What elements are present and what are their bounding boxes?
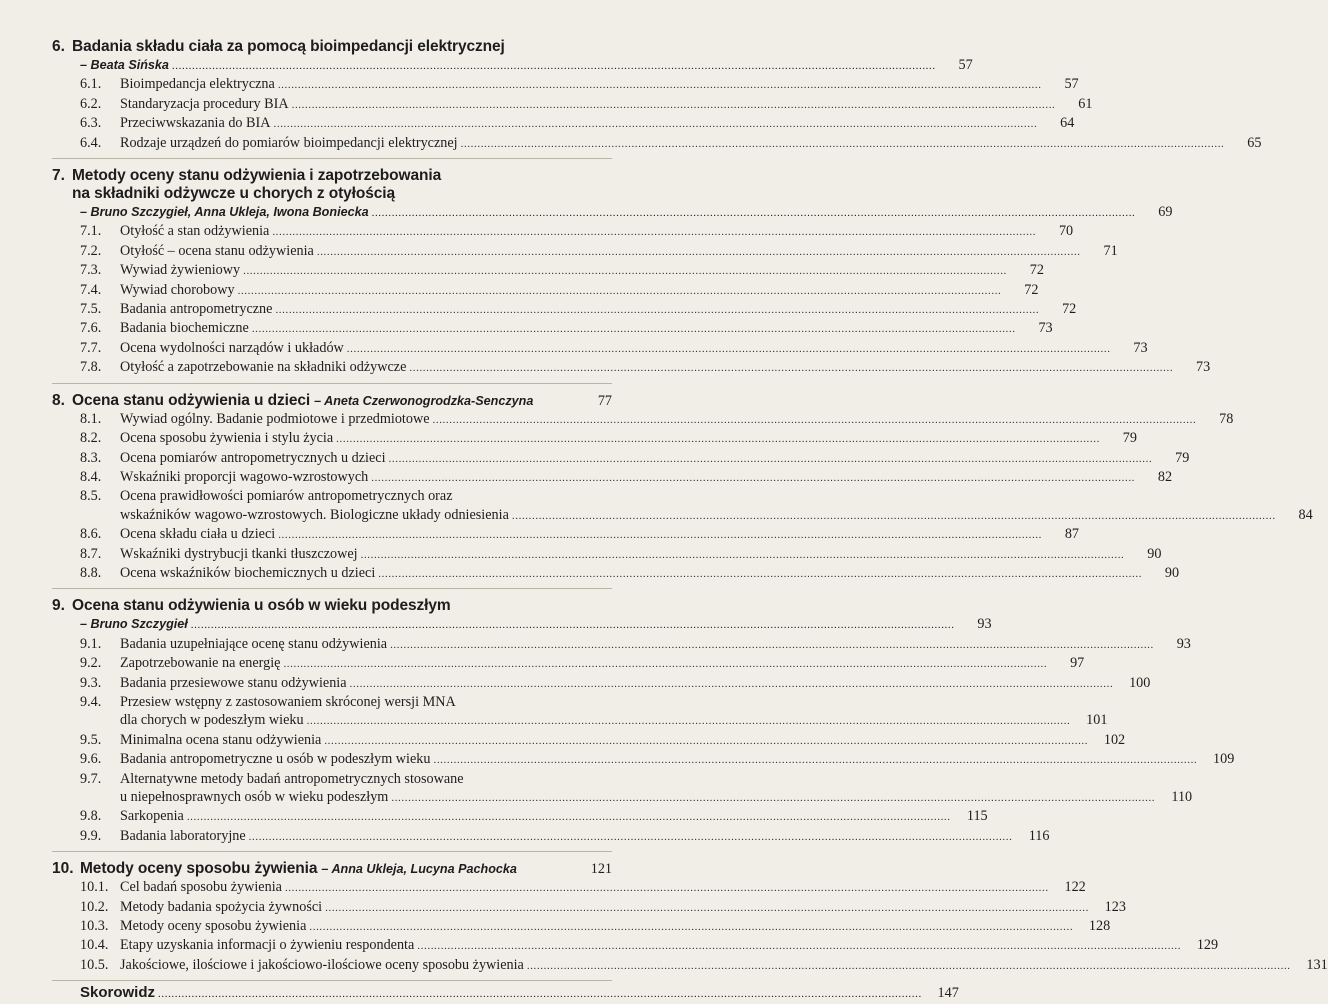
item-number: 9.3. — [80, 674, 102, 691]
chapter-author: Bruno Szczygieł — [90, 617, 188, 632]
item-title-continued: u niepełnosprawnych osób w wieku podeszłym — [120, 789, 389, 805]
toc-item[interactable] — [52, 750, 1235, 769]
dot-leader — [275, 301, 1039, 319]
item-title: Zapotrzebowanie na energię — [120, 655, 281, 672]
item-title: Minimalna ocena stanu odżywienia — [120, 731, 322, 748]
item-number: 10.2. — [80, 898, 109, 915]
dot-leader — [187, 808, 951, 826]
toc-item[interactable] — [52, 936, 1219, 955]
chapter-author-line — [52, 203, 1173, 222]
item-number: 9.2. — [80, 655, 102, 672]
toc-item[interactable] — [52, 487, 612, 505]
toc-item-continuation[interactable] — [52, 788, 1193, 807]
item-title-continued: dla chorych w podeszłym wieku — [120, 712, 304, 729]
page-number: 57 — [958, 57, 973, 73]
dot-leader — [390, 636, 1154, 654]
dot-leader — [409, 359, 1173, 377]
item-number: 8.4. — [80, 468, 102, 485]
chapter-author: Beata Sińska — [90, 58, 169, 72]
toc-item[interactable] — [52, 410, 1234, 429]
item-title: Przeciwwskazania do BIA — [120, 115, 271, 132]
page-number: 82 — [1157, 468, 1173, 485]
dot-leader — [252, 320, 1016, 338]
chapter-title: Metody oceny sposobu żywienia — [80, 860, 318, 878]
toc-item[interactable] — [52, 95, 1093, 114]
item-title: Ocena wydolności narządów i układów — [120, 339, 344, 356]
author-dash: – — [80, 205, 88, 220]
section-divider — [52, 851, 612, 852]
author-dash: – — [80, 617, 88, 632]
chapter-entry — [52, 860, 1328, 981]
chapter-number: 9. — [52, 597, 65, 615]
page-number: 110 — [1171, 789, 1193, 805]
page-number: 90 — [1147, 545, 1162, 562]
page-number: 109 — [1213, 751, 1235, 768]
item-number: 6.3. — [80, 115, 102, 132]
toc-item-continuation[interactable] — [52, 711, 1108, 730]
chapter-entry — [52, 167, 1211, 384]
item-title: Wskaźniki dystrybucji tkanki tłuszczowej — [120, 545, 358, 562]
item-title: Rodzaje urządzeń do pomiarów bioimpedancji elektrycznej — [120, 134, 458, 151]
chapter-title: Ocena stanu odżywienia u dzieci — [72, 391, 311, 409]
page-number: 97 — [1070, 655, 1085, 672]
section-divider — [52, 383, 612, 384]
page-number: 73 — [1038, 320, 1053, 337]
item-number: 7.3. — [80, 262, 102, 279]
dot-leader — [283, 655, 1047, 673]
item-title: Otyłość – ocena stanu odżywienia — [120, 242, 314, 259]
dot-leader — [336, 430, 1100, 448]
item-title: Standaryzacja procedury BIA — [120, 95, 289, 112]
item-number: 9.9. — [80, 827, 102, 844]
chapter-entry — [52, 597, 1235, 852]
dot-leader — [191, 616, 955, 634]
item-number: 9.1. — [80, 635, 102, 652]
item-title: Metody badania spożycia żywności — [120, 898, 323, 915]
dot-leader — [272, 223, 1036, 241]
item-number: 7.4. — [80, 281, 102, 298]
page-number: 121 — [590, 861, 612, 878]
page-number: 87 — [1064, 526, 1080, 543]
page-number: 90 — [1164, 564, 1180, 581]
item-number: 10.5. — [80, 956, 109, 973]
dot-leader — [417, 937, 1181, 955]
toc-item[interactable] — [52, 429, 1137, 448]
toc-item[interactable] — [52, 898, 1126, 917]
item-title: Cel badań sposobu żywienia — [120, 879, 282, 896]
item-number: 9.4. — [80, 693, 102, 710]
item-number: 9.8. — [80, 808, 102, 825]
item-title-continued: wskaźników wagowo-wzrostowych. Biologiczne układy odniesienia — [120, 506, 509, 523]
item-number: 8.1. — [80, 410, 102, 427]
chapter-title: Badania składu ciała za pomocą bioimpedancji elektrycznej — [72, 38, 505, 55]
page-number: 69 — [1158, 204, 1173, 221]
chapter-title: na składniki odżywcze u chorych z otyłością — [72, 185, 396, 203]
toc-item[interactable] — [52, 635, 1191, 654]
page-number: 102 — [1103, 731, 1126, 748]
item-title: Badania antropometryczne — [120, 301, 273, 318]
dot-leader — [249, 828, 1013, 846]
toc-item[interactable] — [52, 319, 1053, 338]
dot-leader — [285, 879, 1049, 897]
item-number: 7.5. — [80, 301, 102, 318]
chapter-title-row — [52, 392, 612, 410]
dot-leader — [347, 340, 1111, 358]
dot-leader — [433, 751, 1197, 769]
item-title: Metody oceny sposobu żywienia — [120, 918, 307, 935]
dot-leader — [158, 984, 922, 1004]
toc-item-continuation[interactable] — [52, 506, 1313, 525]
page-number: 77 — [597, 392, 612, 409]
section-divider — [52, 158, 612, 159]
dot-leader — [391, 789, 1155, 807]
page-number: 131 — [1306, 956, 1328, 973]
item-number: 8.6. — [80, 526, 102, 543]
section-divider — [52, 980, 612, 981]
toc-item[interactable] — [52, 731, 1126, 750]
item-title: Wywiad żywieniowy — [120, 262, 241, 279]
chapter-number: 7. — [52, 167, 65, 185]
toc-item[interactable] — [52, 674, 1151, 693]
dot-leader — [350, 675, 1114, 693]
page-number: 116 — [1028, 827, 1050, 844]
chapter-title-row — [52, 167, 612, 185]
chapter-title: Ocena stanu odżywienia u osób w wieku podeszłym — [72, 597, 451, 615]
dot-leader — [317, 243, 1081, 261]
item-number: 7.6. — [80, 320, 102, 337]
item-number: 9.5. — [80, 731, 102, 748]
item-number: 8.5. — [80, 488, 102, 505]
dot-leader — [238, 282, 1002, 300]
toc-item[interactable] — [52, 75, 1079, 94]
page-number: 100 — [1129, 674, 1151, 691]
item-number: 8.7. — [80, 545, 102, 562]
toc-item[interactable] — [52, 261, 1044, 280]
page-number: 128 — [1088, 918, 1111, 935]
page-number: 64 — [1060, 115, 1075, 132]
item-title: Ocena sposobu żywienia i stylu życia — [120, 430, 334, 447]
item-number: 10.3. — [80, 918, 109, 935]
dot-leader — [461, 135, 1225, 153]
item-number: 10.4. — [80, 937, 109, 954]
dot-leader — [278, 76, 1042, 94]
item-number: 7.2. — [80, 242, 102, 259]
chapter-author: – Anna Ukleja, Lucyna Pachocka — [321, 862, 517, 877]
item-title: Wywiad chorobowy — [120, 281, 235, 298]
page-number: 71 — [1103, 242, 1118, 259]
toc-item[interactable] — [52, 693, 612, 711]
chapter-title-row — [52, 860, 612, 878]
page-number: 65 — [1247, 134, 1262, 151]
index-label: Skorowidz — [80, 984, 156, 1002]
item-title: Sarkopenia — [120, 808, 184, 825]
item-title: Badania przesiewowe stanu odżywienia — [120, 674, 347, 691]
item-title: Wskaźniki proporcji wagowo-wzrostowych — [120, 468, 369, 485]
section-divider — [52, 588, 612, 589]
chapter-title-row — [52, 185, 612, 203]
toc-item[interactable] — [52, 956, 1328, 975]
item-title: Otyłość a zapotrzebowanie na składniki odżywcze — [120, 359, 407, 376]
dot-leader — [372, 204, 1136, 222]
item-title: Otyłość a stan odżywienia — [120, 223, 270, 240]
toc-item[interactable] — [52, 770, 612, 788]
dot-leader — [378, 565, 1142, 583]
index-entry[interactable] — [52, 983, 959, 1004]
chapter-number: 8. — [52, 391, 65, 409]
author-dash: – — [80, 58, 88, 72]
item-title: Badania uzupełniające ocenę stanu odżywienia — [120, 635, 388, 652]
page-number: 78 — [1219, 410, 1234, 427]
dot-leader — [325, 899, 1089, 917]
item-title: Ocena wskaźników biochemicznych u dzieci — [120, 564, 376, 581]
page-number: 101 — [1086, 712, 1108, 729]
page-number: 115 — [966, 808, 988, 825]
toc-item[interactable] — [52, 134, 1262, 153]
item-number: 8.3. — [80, 449, 102, 466]
chapter-number: 10. — [52, 860, 74, 878]
item-number: 6.4. — [80, 134, 102, 151]
item-title: Alternatywne metody badań antropometrycznych stosowane — [120, 770, 464, 787]
dot-leader — [172, 57, 936, 75]
toc-item[interactable] — [52, 545, 1162, 564]
chapter-title: Metody oceny stanu odżywienia i zapotrzebowania — [72, 167, 442, 185]
dot-leader — [527, 957, 1291, 975]
page-number: 129 — [1196, 937, 1219, 954]
dot-leader — [512, 507, 1276, 525]
item-number: 8.8. — [80, 564, 102, 581]
chapter-title-row — [52, 597, 612, 615]
page-number: 79 — [1175, 449, 1190, 466]
chapter-entry — [52, 38, 1262, 159]
toc-item[interactable] — [52, 300, 1077, 319]
chapter-author: – Aneta Czerwonogrodzka-Senczyna — [314, 393, 534, 408]
dot-leader — [292, 96, 1056, 114]
page-number: 70 — [1058, 223, 1074, 240]
dot-leader — [371, 469, 1135, 487]
item-title: Badania laboratoryjne — [120, 827, 246, 844]
dot-leader — [361, 546, 1125, 564]
toc-item[interactable] — [52, 525, 1080, 544]
item-title: Wywiad ogólny. Badanie podmiotowe i przedmiotowe — [120, 410, 430, 427]
item-number: 7.1. — [80, 223, 102, 240]
item-number: 8.2. — [80, 430, 102, 447]
page-number: 123 — [1104, 898, 1126, 915]
toc-item[interactable] — [52, 449, 1190, 468]
table-of-contents — [52, 38, 1328, 1004]
item-number: 6.2. — [80, 95, 102, 112]
item-title: Badania antropometryczne u osób w podeszłym wieku — [120, 751, 431, 768]
item-number: 9.7. — [80, 770, 102, 787]
item-title: Jakościowe, ilościowe i jakościowo-ilościowe oceny sposobu żywienia — [120, 956, 524, 973]
chapter-author-line — [52, 615, 992, 634]
item-title: Ocena prawidłowości pomiarów antropometrycznych oraz — [120, 488, 453, 505]
dot-leader — [274, 115, 1038, 133]
item-title: Ocena składu ciała u dzieci — [120, 526, 276, 543]
page-number: 72 — [1062, 301, 1077, 318]
page-number: 84 — [1298, 506, 1313, 523]
dot-leader — [309, 918, 1073, 936]
toc-item[interactable] — [52, 878, 1086, 897]
item-title: Etapy uzyskania informacji o żywieniu respondenta — [120, 937, 415, 954]
toc-item[interactable] — [52, 281, 1039, 300]
toc-item[interactable] — [52, 564, 1180, 583]
item-number: 7.8. — [80, 359, 102, 376]
toc-item[interactable] — [52, 242, 1118, 261]
item-number: 9.6. — [80, 751, 102, 768]
toc-item[interactable] — [52, 468, 1173, 487]
chapter-entry — [52, 391, 1313, 590]
chapter-title-row — [52, 38, 612, 56]
page-number: 122 — [1064, 879, 1086, 896]
page-number: 93 — [977, 616, 992, 633]
toc-item[interactable] — [52, 114, 1075, 133]
toc-item[interactable] — [52, 339, 1148, 358]
chapter-author: Bruno Szczygieł, Anna Ukleja, Iwona Boniecka — [90, 205, 369, 220]
toc-item[interactable] — [52, 807, 988, 826]
page-number: 72 — [1029, 262, 1044, 279]
page-number: 61 — [1078, 95, 1093, 112]
dot-leader — [307, 712, 1071, 730]
dot-leader — [278, 526, 1042, 544]
page-number: 147 — [937, 985, 959, 1002]
dot-leader — [324, 732, 1088, 750]
dot-leader — [433, 411, 1197, 429]
chapter-number: 6. — [52, 38, 65, 55]
dot-leader — [243, 262, 1007, 280]
toc-item[interactable] — [52, 654, 1085, 673]
item-title: Bioimpedancja elektryczna — [120, 76, 275, 93]
item-title: Ocena pomiarów antropometrycznych u dzieci — [120, 449, 386, 466]
item-number: 10.1. — [80, 879, 109, 896]
item-number: 7.7. — [80, 339, 102, 356]
toc-item[interactable] — [52, 917, 1111, 936]
dot-leader — [389, 450, 1153, 468]
item-title: Badania biochemiczne — [120, 320, 249, 337]
page-number: 93 — [1176, 635, 1191, 652]
toc-item[interactable] — [52, 222, 1074, 241]
chapter-author-line — [52, 56, 973, 75]
toc-item[interactable] — [52, 827, 1050, 846]
page-number: 73 — [1133, 339, 1148, 356]
page-number: 79 — [1122, 430, 1137, 447]
page-number: 72 — [1024, 281, 1039, 298]
item-title: Przesiew wstępny z zastosowaniem skróconej wersji MNA — [120, 693, 456, 710]
page-number: 73 — [1196, 359, 1211, 376]
item-number: 6.1. — [80, 76, 102, 93]
page-number: 57 — [1064, 76, 1079, 93]
toc-item[interactable] — [52, 358, 1211, 377]
